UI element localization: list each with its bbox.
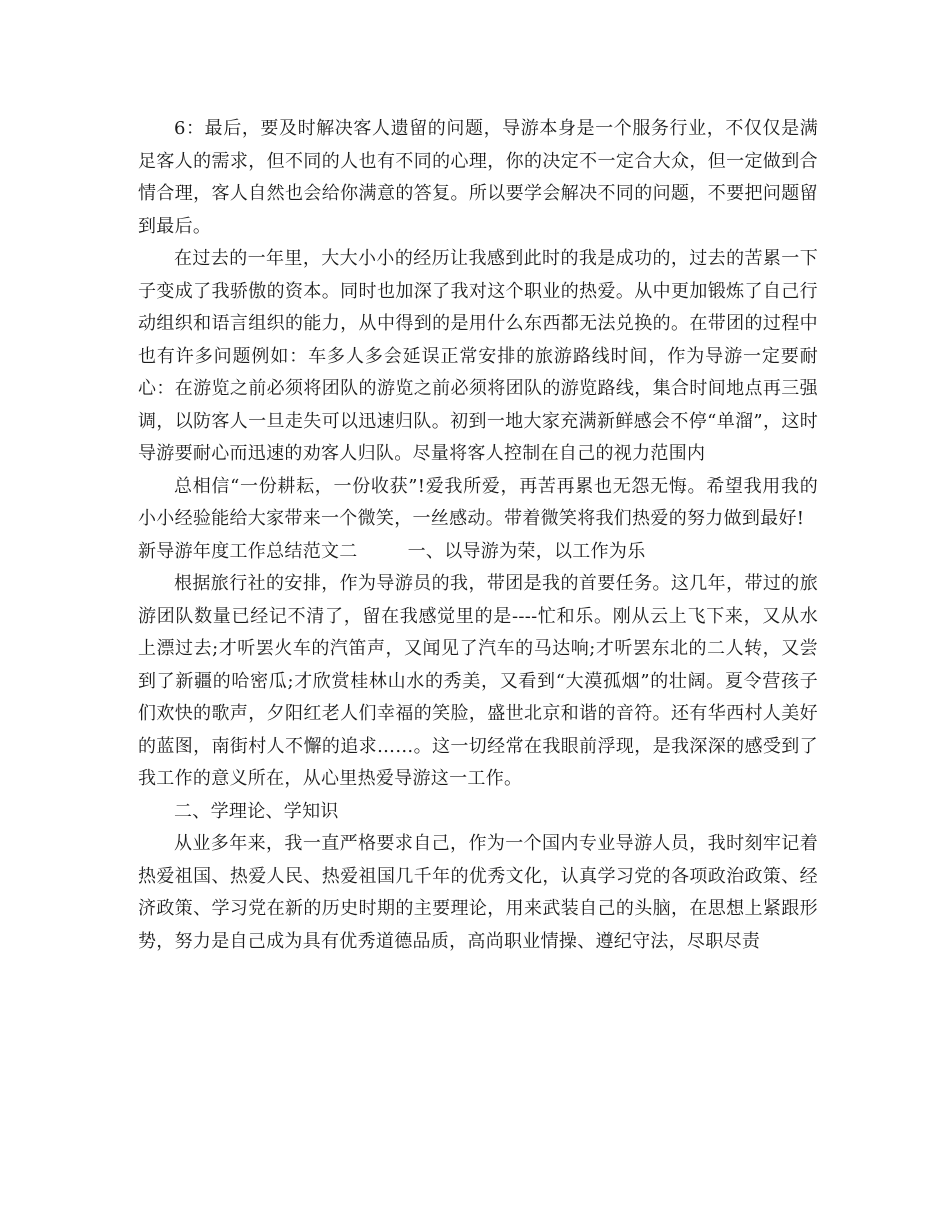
paragraph-travel-arrangement: 根据旅行社的安排，作为导游员的我，带团是我的首要任务。这几年，带过的旅游团队数量已经记不清了，留在我感觉里的是----忙和乐。刚从云上飞下来，又从水上漂过去;才听罢火车的汽笛声，又闻见了汽车的马达响;才听罢东北的二人转，又尝到了新疆的哈密瓜;才欣赏桂林山水的秀美，又看到“大漠孤烟”的壮阔。夏令营孩子们欢快的歌声，夕阳红老人们幸福的笑脸，盛世北京和谐的音符。还有华西村人美好的蓝图，南街村人不懈的追求……。这一切经常在我眼前浮现，是我深深的感受到了我工作的意义所在，从心里热爱导游这一工作。 — [138, 573, 818, 789]
paragraph-past-year: 在过去的一年里，大大小小的经历让我感到此时的我是成功的，过去的苦累一下子变成了我骄傲的资本。同时也加深了我对这个职业的热爱。从中更加锻炼了自己行动组织和语言组织的能力，从中得到的是用什么东西都无法兑换的。在带团的过程中也有许多问题例如：车多人多会延误正常安排的旅游路线时间，作为导游一定要耐心：在游览之前必须将团队的游览之前必须将团队的游览路线，集合时间地点再三强调，以防客人一旦走失可以迅速归队。初到一地大家充满新鲜感会不停“单溜”，这时导游要耐心而迅速的劝客人归队。尽量将客人控制在自己的视力范围内 — [138, 248, 818, 464]
section-subtitle: 一、以导游为荣，以工作为乐 — [407, 540, 646, 562]
paragraph-belief: 总相信“一份耕耘，一份收获”!爱我所爱，再苦再累也无怨无悔。希望我用我的小小经验能给大家带来一个微笑，一丝感动。带着微笑将我们热爱的努力做到最好! — [138, 475, 818, 529]
section-title: 新导游年度工作总结范文二 — [138, 540, 358, 562]
paragraph-final-step: 6：最后，要及时解决客人遗留的问题，导游本身是一个服务行业，不仅仅是满足客人的需求，但不同的人也有不同的心理，你的决定不一定合大众，但一定做到合情合理，客人自然也会给你满意的答复。所以要学会解决不同的问题，不要把问题留到最后。 — [138, 118, 818, 237]
document-page — [138, 113, 818, 958]
paragraph-career: 从业多年来，我一直严格要求自己，作为一个国内专业导游人员，我时刻牢记着热爱祖国、热爱人民、热爱祖国几千年的优秀文化，认真学习党的各项政治政策、经济政策、学习党在新的历史时期的主要理论，用来武装自己的头脑，在思想上紧跟形势，努力是自己成为具有优秀道德品质，高尚职业情操、遵纪守法，尽职尽责 — [138, 833, 818, 952]
subheading-theory: 二、学理论、学知识 — [174, 800, 339, 822]
section-heading — [138, 536, 818, 569]
